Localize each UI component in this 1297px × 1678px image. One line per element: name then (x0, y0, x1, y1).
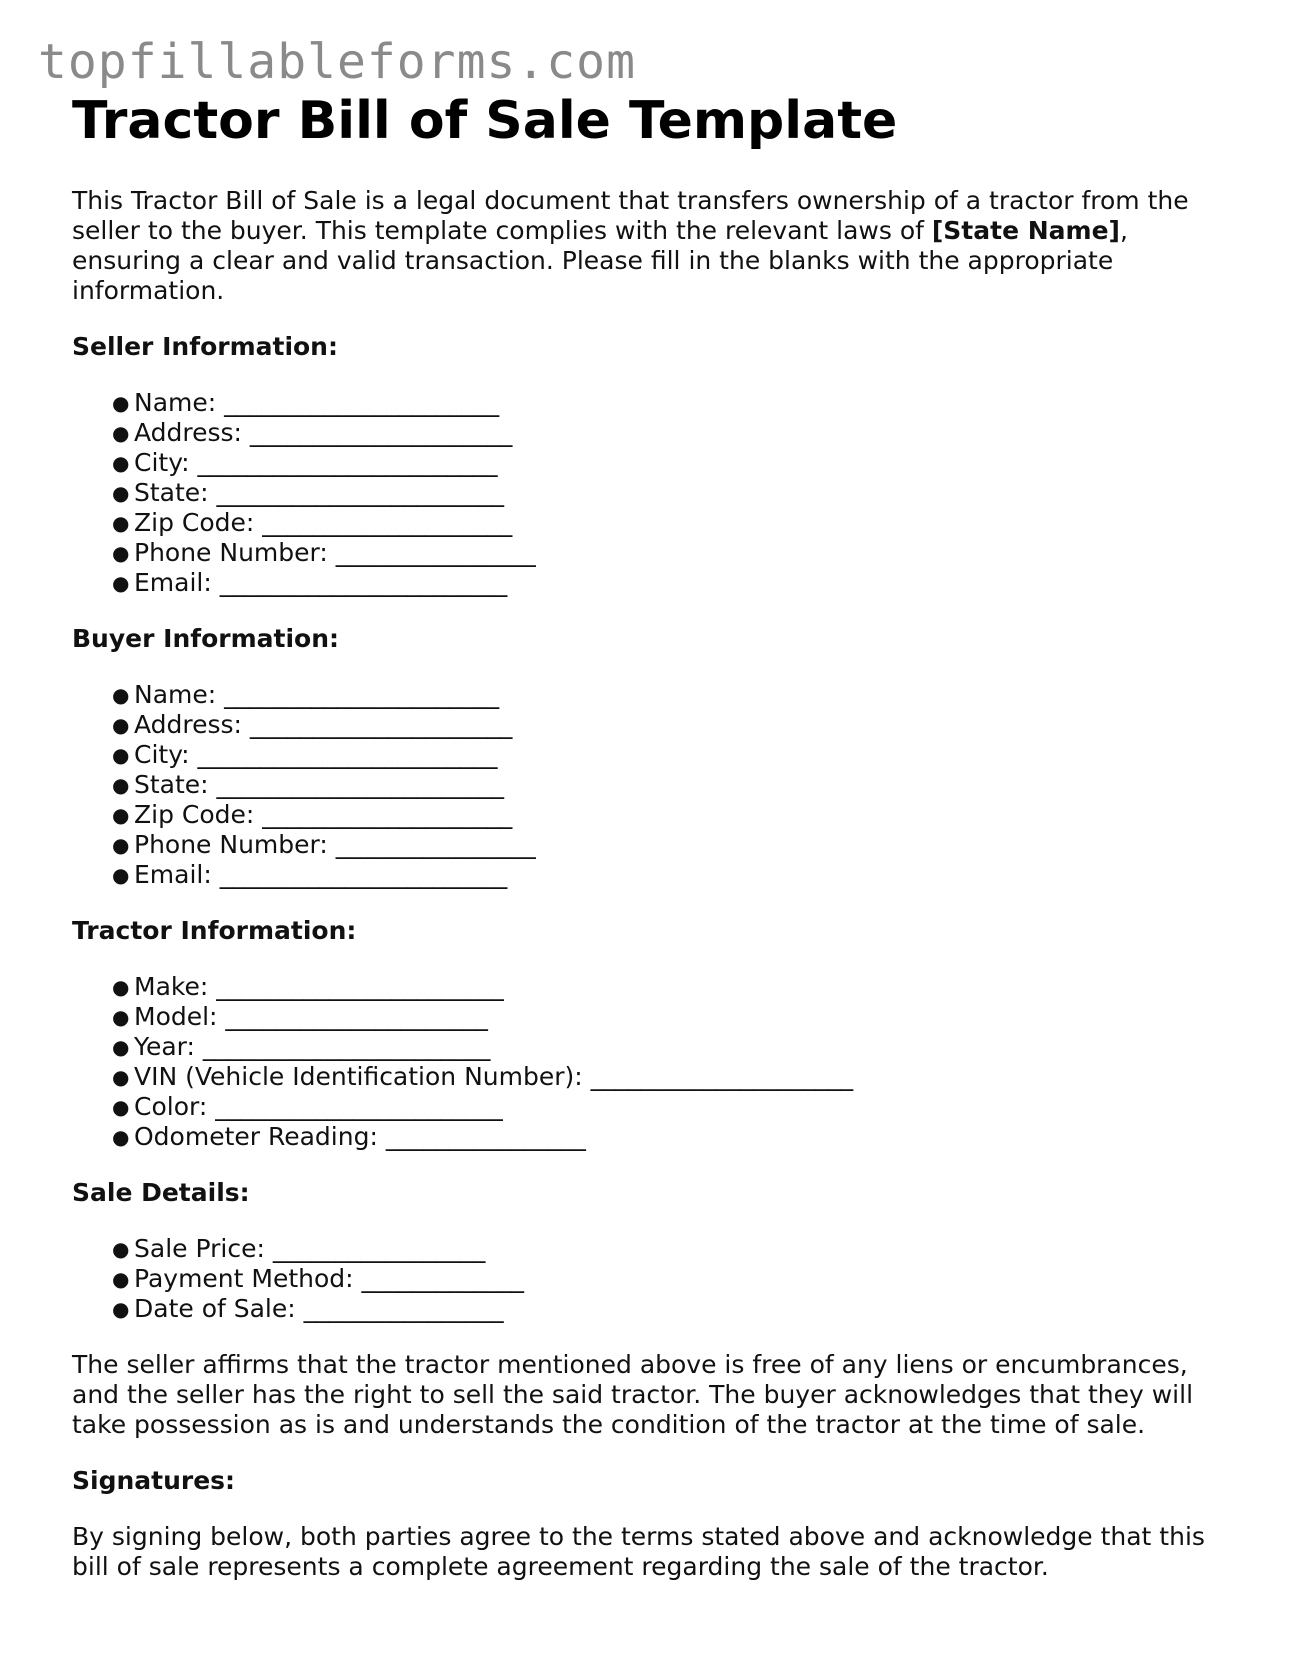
bullet-icon: ● (112, 421, 130, 446)
bullet-icon: ● (112, 743, 130, 768)
seller-zip-field[interactable]: ● Zip Code: ____________________ (112, 508, 513, 538)
bullet-icon: ● (112, 863, 130, 888)
buyer-email-field[interactable]: ● Email: _______________________ (112, 860, 508, 890)
sale-heading: Sale Details: (72, 1178, 250, 1208)
tractor-model-field[interactable]: ● Model: _____________________ (112, 1002, 488, 1032)
buyer-heading: Buyer Information: (72, 624, 340, 654)
buyer-state-field[interactable]: ● State: _______________________ (112, 770, 505, 800)
affirmation-paragraph: The seller affirms that the tractor mentioned above is free of any liens or encumbrances, and the seller has the right to sell the said tractor. The buyer acknowledges that they will take possession as is and understands the condition of the tractor at the time of sale. (72, 1350, 1194, 1440)
bullet-icon: ● (112, 511, 130, 536)
seller-state-field[interactable]: ● State: _______________________ (112, 478, 505, 508)
signatures-paragraph: By signing below, both parties agree to the terms stated above and acknowledge that this bill of sale represents a complete agreement regarding the sale of the tractor. (72, 1522, 1205, 1582)
tractor-make-field[interactable]: ● Make: _______________________ (112, 972, 504, 1002)
watermark: topfillableforms.com (38, 34, 636, 90)
bullet-icon: ● (112, 1297, 130, 1322)
bullet-icon: ● (112, 1095, 130, 1120)
bullet-icon: ● (112, 1035, 130, 1060)
page-title: Tractor Bill of Sale Template (72, 91, 898, 151)
bullet-icon: ● (112, 1267, 130, 1292)
intro-paragraph (72, 186, 1232, 306)
tractor-odometer-field[interactable]: ● Odometer Reading: ________________ (112, 1122, 586, 1152)
intro-text-before: This Tractor Bill of Sale is a legal document that transfers ownership of a tractor from the seller to the buyer. This template complies with the relevant laws of (72, 186, 1189, 246)
bullet-icon: ● (112, 683, 130, 708)
seller-phone-field[interactable]: ● Phone Number: ________________ (112, 538, 536, 568)
bullet-icon: ● (112, 571, 130, 596)
buyer-phone-field[interactable]: ● Phone Number: ________________ (112, 830, 536, 860)
document (72, 90, 1232, 1582)
bullet-icon: ● (112, 773, 130, 798)
seller-name-field[interactable]: ● Name: ______________________ (112, 388, 500, 418)
tractor-list (72, 972, 1232, 1152)
bullet-icon: ● (112, 1125, 130, 1150)
bullet-icon: ● (112, 541, 130, 566)
buyer-list (72, 680, 1232, 890)
tractor-heading: Tractor Information: (72, 916, 357, 946)
buyer-name-field[interactable]: ● Name: ______________________ (112, 680, 500, 710)
signatures-heading: Signatures: (72, 1466, 236, 1496)
seller-address-field[interactable]: ● Address: _____________________ (112, 418, 513, 448)
bullet-icon: ● (112, 975, 130, 1000)
bullet-icon: ● (112, 803, 130, 828)
seller-email-field[interactable]: ● Email: _______________________ (112, 568, 508, 598)
intro-text-after: , ensuring a clear and valid transaction. Please fill in the blanks with the appropriate information. (72, 216, 1128, 306)
sale-price-field[interactable]: ● Sale Price: _________________ (112, 1234, 486, 1264)
bullet-icon: ● (112, 833, 130, 858)
buyer-city-field[interactable]: ● City: ________________________ (112, 740, 498, 770)
buyer-zip-field[interactable]: ● Zip Code: ____________________ (112, 800, 513, 830)
bullet-icon: ● (112, 451, 130, 476)
tractor-vin-field[interactable]: ● VIN (Vehicle Identification Number): _____________________ (112, 1062, 854, 1092)
sale-list (72, 1234, 1232, 1324)
buyer-address-field[interactable]: ● Address: _____________________ (112, 710, 513, 740)
payment-method-field[interactable]: ● Payment Method: _____________ (112, 1264, 525, 1294)
seller-list (72, 388, 1232, 598)
date-of-sale-field[interactable]: ● Date of Sale: ________________ (112, 1294, 504, 1324)
bullet-icon: ● (112, 713, 130, 738)
seller-city-field[interactable]: ● City: ________________________ (112, 448, 498, 478)
bullet-icon: ● (112, 1065, 130, 1090)
bullet-icon: ● (112, 1005, 130, 1030)
state-name-placeholder: [State Name] (931, 216, 1120, 246)
bullet-icon: ● (112, 391, 130, 416)
tractor-year-field[interactable]: ● Year: _______________________ (112, 1032, 491, 1062)
bullet-icon: ● (112, 1237, 130, 1262)
seller-heading: Seller Information: (72, 332, 338, 362)
bullet-icon: ● (112, 481, 130, 506)
tractor-color-field[interactable]: ● Color: _______________________ (112, 1092, 503, 1122)
